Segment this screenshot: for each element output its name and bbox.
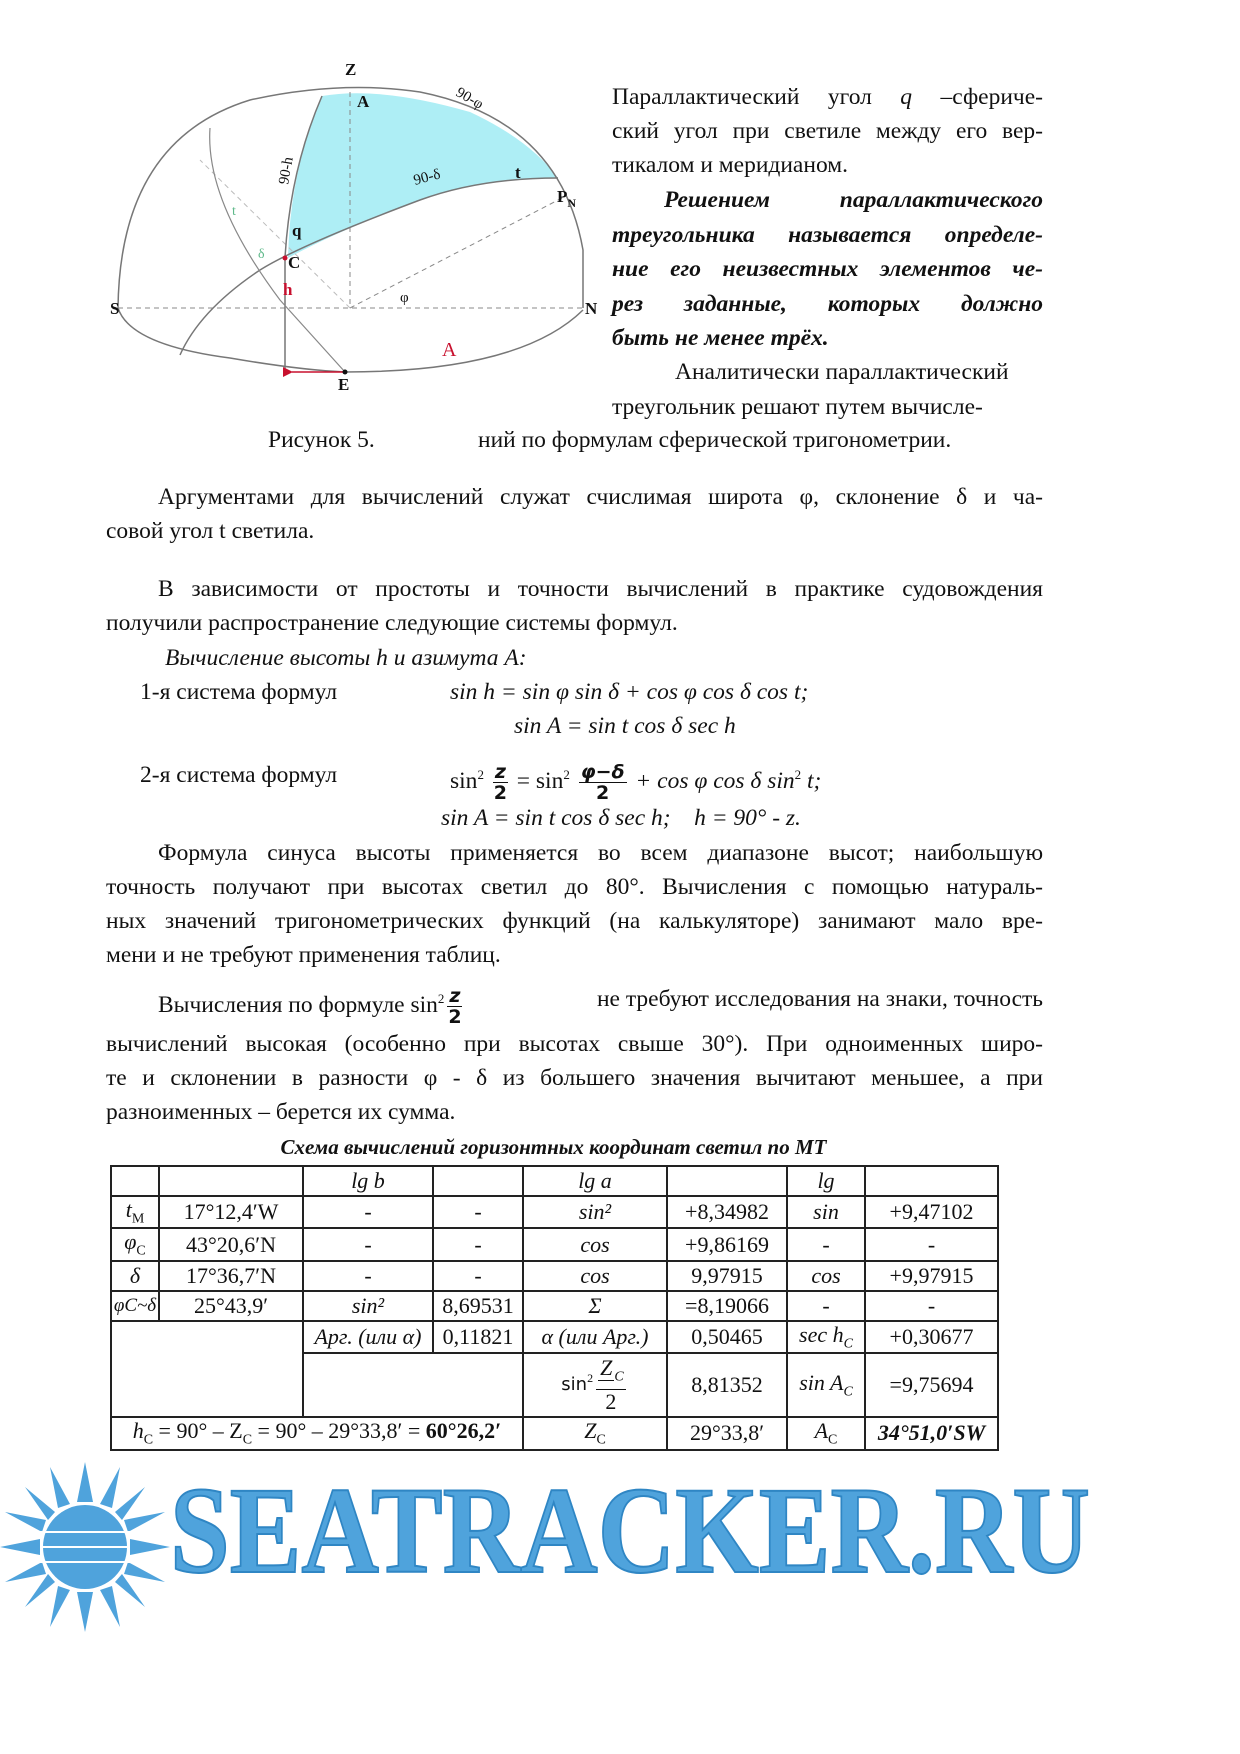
header-cell <box>111 1166 159 1196</box>
cell: cos <box>787 1261 865 1291</box>
cell: 0,11821 <box>433 1321 523 1353</box>
cell: 25°43,9′ <box>159 1291 303 1321</box>
label-90-phi: 90-φ <box>453 84 486 113</box>
system1-formula-2: sin A = sin t cos δ sec h <box>514 713 736 739</box>
row-label: φC~δ <box>111 1291 159 1321</box>
table-row <box>111 1261 998 1291</box>
para3-line-2: точность получают при высотах светил до 80°. Вычисления с помощью натураль- <box>106 874 1043 900</box>
header-cell: lg <box>787 1166 865 1196</box>
table-header-row <box>111 1166 998 1196</box>
altitude-formula-cell: $h_C = 90^\circ - Z_C = 90^\circ - 29^\circ 33,8' = 60^\circ 26,2'$ <box>111 1417 523 1449</box>
empty-cell <box>111 1321 303 1417</box>
section-heading: Вычисление высоты h и азимута A: <box>165 645 527 671</box>
cell: $\sin^2$ $\frac{Z _C}{2}$ <box>523 1353 667 1417</box>
para4-line-1: Вычисления по формуле $\sin^2$ $\frac{z}{2}$ не требуют исследования на знаки, точность <box>158 984 1043 1028</box>
system2-formula-2: sin A = sin t cos δ sec h; h = 90° - z. <box>441 805 801 831</box>
cell: Арг. (или α) <box>303 1321 433 1353</box>
para4-line-2: вычислений высокая (особенно при высотах свыше 30°). При одноименных широ- <box>106 1031 1043 1057</box>
cell: 17°12,4′W <box>159 1196 303 1228</box>
point-e <box>343 370 348 375</box>
para1-line-1: Аргументами для вычислений служат счислимая широта φ, склонение δ и ча- <box>158 484 1043 510</box>
figure-caption: Рисунок 5. <box>268 427 375 453</box>
cell: +9,97915 <box>865 1261 998 1291</box>
label-delta: δ <box>258 247 265 262</box>
table-caption: Схема вычислений горизонтных координат светил по МТ <box>280 1135 827 1159</box>
system2-label: 2-я система формул <box>140 762 338 788</box>
para4-line-4: разноименных – берется их сумма. <box>106 1099 456 1125</box>
header-cell <box>865 1166 998 1196</box>
point-c <box>283 256 288 261</box>
label-a-bottom: A <box>442 339 457 361</box>
row-label: $\varphi_C$ <box>111 1228 159 1260</box>
label-90-h: 90-h <box>276 155 297 186</box>
header-cell <box>159 1166 303 1196</box>
header-cell <box>667 1166 787 1196</box>
label-s: S <box>110 299 120 318</box>
label-e: E <box>338 375 350 394</box>
cell: - <box>865 1228 998 1260</box>
label-n: N <box>585 299 598 318</box>
cell: - <box>433 1228 523 1260</box>
definition-line-1: Решением параллактического <box>664 187 1043 213</box>
label-c: C <box>288 253 301 272</box>
seatracker-watermark <box>170 1462 1110 1599</box>
header-cell: lg b <box>303 1166 433 1196</box>
row-label: δ <box>111 1261 159 1291</box>
cell: $\sec h_C$ <box>787 1321 865 1353</box>
cell: $\sin A_C$ <box>787 1353 865 1417</box>
cell: - <box>433 1261 523 1291</box>
definition-line-4: рез заданные, которых должно <box>612 291 1043 317</box>
table-row <box>111 1228 998 1260</box>
cell: α (или Арг.) <box>523 1321 667 1353</box>
azimuth-arrow <box>283 367 293 377</box>
svg-text:SEATRACKER.RU: SEATRACKER.RU <box>170 1462 1090 1599</box>
row-label: $t_M$ <box>111 1196 159 1228</box>
intro-line-3: тикалом и меридианом. <box>612 152 848 178</box>
cell: sin² <box>303 1291 433 1321</box>
cell: 34°51,0′SW <box>865 1417 998 1449</box>
cell: +9,47102 <box>865 1196 998 1228</box>
cell: - <box>303 1228 433 1260</box>
para2-line-1: В зависимости от простоты и точности вычислений в практике судовождения <box>158 576 1043 602</box>
para4-line-3: те и склонении в разности φ - δ из большего значения вычитают меньшее, а при <box>106 1065 1043 1091</box>
sun-logo-icon <box>0 1462 180 1632</box>
cell: $Z_C$ <box>523 1417 667 1449</box>
cell: +8,34982 <box>667 1196 787 1228</box>
label-pn: $P_N$ <box>557 187 577 210</box>
table-row <box>111 1321 998 1353</box>
cell: sin <box>787 1196 865 1228</box>
cell: - <box>433 1196 523 1228</box>
cell: - <box>303 1196 433 1228</box>
empty-cell <box>303 1353 523 1417</box>
label-phi: φ <box>400 290 409 306</box>
label-q: q <box>292 221 302 240</box>
cell: 17°36,7′N <box>159 1261 303 1291</box>
cell: - <box>787 1228 865 1260</box>
label-t: t <box>515 163 521 182</box>
para3-line-3: ных значений тригонометрических функций (на калькуляторе) занимают мало вре- <box>106 908 1043 934</box>
table-row <box>111 1196 998 1228</box>
analytic-line-2: треугольник решают путем вычисле- <box>612 394 983 420</box>
analytic-line-3: ний по формулам сферической тригонометрии. <box>478 427 952 453</box>
system1-formula-1: sin h = sin φ sin δ + cos φ cos δ cos t; <box>450 679 809 705</box>
analytic-line-1: Аналитически параллактический <box>675 359 1009 385</box>
cell: 29°33,8′ <box>667 1417 787 1449</box>
label-z: Z <box>345 60 357 79</box>
cell: Σ <box>523 1291 667 1321</box>
para2-line-2: получили распространение следующие системы формул. <box>106 610 678 636</box>
label-h: h <box>283 280 293 299</box>
cell: =8,19066 <box>667 1291 787 1321</box>
header-cell <box>433 1166 523 1196</box>
definition-line-5: быть не менее трёх. <box>612 325 829 351</box>
para3-line-1: Формула синуса высоты применяется во всем диапазоне высот; наибольшую <box>158 840 1043 866</box>
cell: cos <box>523 1261 667 1291</box>
cell: - <box>787 1291 865 1321</box>
cell: 9,97915 <box>667 1261 787 1291</box>
para1-line-2: совой угол t светила. <box>106 518 315 544</box>
cell: sin² <box>523 1196 667 1228</box>
cell: =9,75694 <box>865 1353 998 1417</box>
system1-label: 1-я система формул <box>140 679 338 705</box>
intro-line-2: ский угол при светиле между его вер- <box>612 118 1043 144</box>
system2-formula-1: $\sin^2$ $\frac{z}{2}$ = $\sin^2$ $\frac{\varphi-\delta}{2}$ + cos φ cos δ $\sin^2 t$; <box>450 760 822 804</box>
label-90-delta: 90-δ <box>411 166 443 189</box>
para3-line-4: мени и не требуют применения таблиц. <box>106 942 501 968</box>
celestial-sphere-diagram <box>0 0 640 420</box>
table-row <box>111 1291 998 1321</box>
cell: - <box>303 1261 433 1291</box>
label-t-green: t <box>232 204 236 219</box>
intro-line-1: Параллактический угол q –сфериче- <box>612 84 1044 110</box>
cell: cos <box>523 1228 667 1260</box>
cell: 8,81352 <box>667 1353 787 1417</box>
cell: +0,30677 <box>865 1321 998 1353</box>
definition-line-2: треугольника называется определе- <box>612 222 1043 248</box>
calculation-table <box>110 1165 999 1451</box>
cell: 0,50465 <box>667 1321 787 1353</box>
table-row <box>111 1417 998 1449</box>
header-cell: lg a <box>523 1166 667 1196</box>
cell: 8,69531 <box>433 1291 523 1321</box>
definition-line-3: ние его неизвестных элементов че- <box>612 256 1043 282</box>
cell: +9,86169 <box>667 1228 787 1260</box>
label-a-top: A <box>357 92 370 111</box>
cell: - <box>865 1291 998 1321</box>
cell: $A_C$ <box>787 1417 865 1449</box>
cell: 43°20,6′N <box>159 1228 303 1260</box>
